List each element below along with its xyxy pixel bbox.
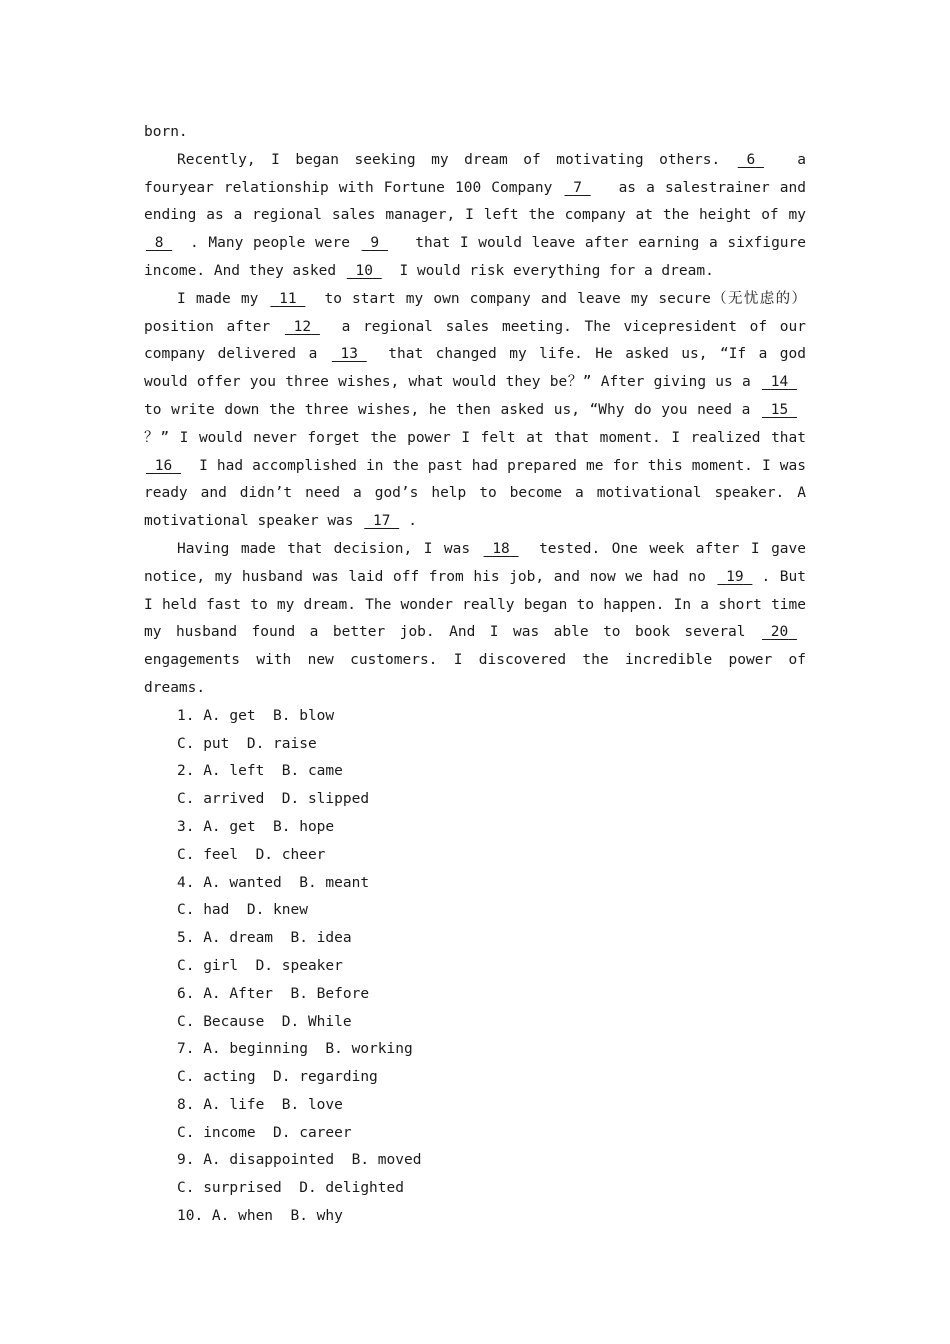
blank-number: 19 xyxy=(726,568,744,585)
passage-text: I would risk everything for a dream. xyxy=(390,262,714,279)
passage-paragraph xyxy=(144,536,806,703)
passage-paragraph xyxy=(144,119,806,147)
blank-number: 10 xyxy=(355,262,373,279)
passage-text: . Many people were xyxy=(190,235,360,252)
passage-text: engagements with new customers. I discovered the incredible power of dreams. xyxy=(144,652,806,696)
option-line: C. put D. raise xyxy=(177,735,317,752)
blank-number: 14 xyxy=(770,374,789,391)
document-page xyxy=(144,119,806,1231)
option-line: C. girl D. speaker xyxy=(177,957,343,974)
option-line: C. income D. career xyxy=(177,1124,352,1141)
option-line: 7. A. beginning B. working xyxy=(177,1041,413,1058)
passage-paragraph xyxy=(144,147,806,286)
passage-text: as a salestrainer and ending as a regional sales manager, I left the company at the height of my xyxy=(144,179,806,224)
option-line: C. surprised D. delighted xyxy=(177,1180,404,1197)
option-line: 10. A. when B. why xyxy=(177,1208,343,1225)
option-line: 9. A. disappointed B. moved xyxy=(177,1152,422,1169)
passage xyxy=(144,119,806,703)
option-line: 1. A. get B. blow xyxy=(177,707,335,724)
blank-number: 9 xyxy=(370,235,380,252)
blank-number: 6 xyxy=(746,151,756,168)
passage-text: a regional sales meeting. The vicepresident of our company delivered a xyxy=(144,318,807,363)
blank-number: 13 xyxy=(340,346,359,363)
blank-number: 8 xyxy=(154,235,164,252)
passage-text: Recently, I began seeking my dream of motivating others. xyxy=(177,151,736,168)
passage-text: to write down the three wishes, he then asked us, “Why do you need a xyxy=(144,401,760,418)
option-line: C. acting D. regarding xyxy=(177,1069,378,1086)
option-line: 8. A. life B. love xyxy=(177,1096,343,1113)
passage-text: tested. One week after I gave notice, my husband was laid off from his job, and now we had no xyxy=(144,540,806,585)
blank-number: 16 xyxy=(154,457,173,474)
option-line: 4. A. wanted B. meant xyxy=(177,874,370,891)
blank-number: 7 xyxy=(573,179,582,196)
option-line: C. Because D. While xyxy=(177,1013,352,1030)
option-line: 3. A. get B. hope xyxy=(177,818,335,835)
passage-text: ？” I would never forget the power I felt at that moment. I realized that xyxy=(144,429,806,446)
blank-number: 12 xyxy=(293,318,312,335)
blank-number: 20 xyxy=(770,624,789,641)
passage-text: . But I held fast to my dream. The wonder really began to happen. In a short time my husband found a better job. And I was able to book several xyxy=(144,568,806,641)
passage-text: I had accomplished in the past had prepared me for this moment. I was ready and didn’t need a god’s help to become a motivational speaker. A motivational speaker was xyxy=(144,457,806,530)
passage-text: . xyxy=(408,513,417,530)
passage-paragraph xyxy=(144,286,806,536)
passage-text: to start my own company and leave my secure（无忧虑的）position after xyxy=(144,290,806,335)
option-line: C. feel D. cheer xyxy=(177,846,326,863)
passage-text: I made my xyxy=(177,290,269,307)
option-line: C. arrived D. slipped xyxy=(177,791,370,808)
blank-number: 18 xyxy=(492,540,510,557)
passage-text: Having made that decision, I was xyxy=(177,540,482,557)
passage-text: that changed my life. He asked us, “If a god would offer you three wishes, what would they be？” After giving us a xyxy=(144,346,806,391)
blank-number: 17 xyxy=(372,513,391,530)
blank-number: 11 xyxy=(279,290,297,307)
option-line: C. had D. knew xyxy=(177,902,308,919)
passage-text: a fouryear relationship with Fortune 100 Company xyxy=(144,151,806,196)
answer-options xyxy=(144,703,806,1231)
passage-text: that I would leave after earning a sixfigure income. And they asked xyxy=(144,235,806,279)
option-line: 6. A. After B. Before xyxy=(177,985,370,1002)
blank-number: 15 xyxy=(770,401,789,418)
option-line: 5. A. dream B. idea xyxy=(177,930,352,947)
option-line: 2. A. left B. came xyxy=(177,763,343,780)
passage-text: born. xyxy=(144,124,188,140)
